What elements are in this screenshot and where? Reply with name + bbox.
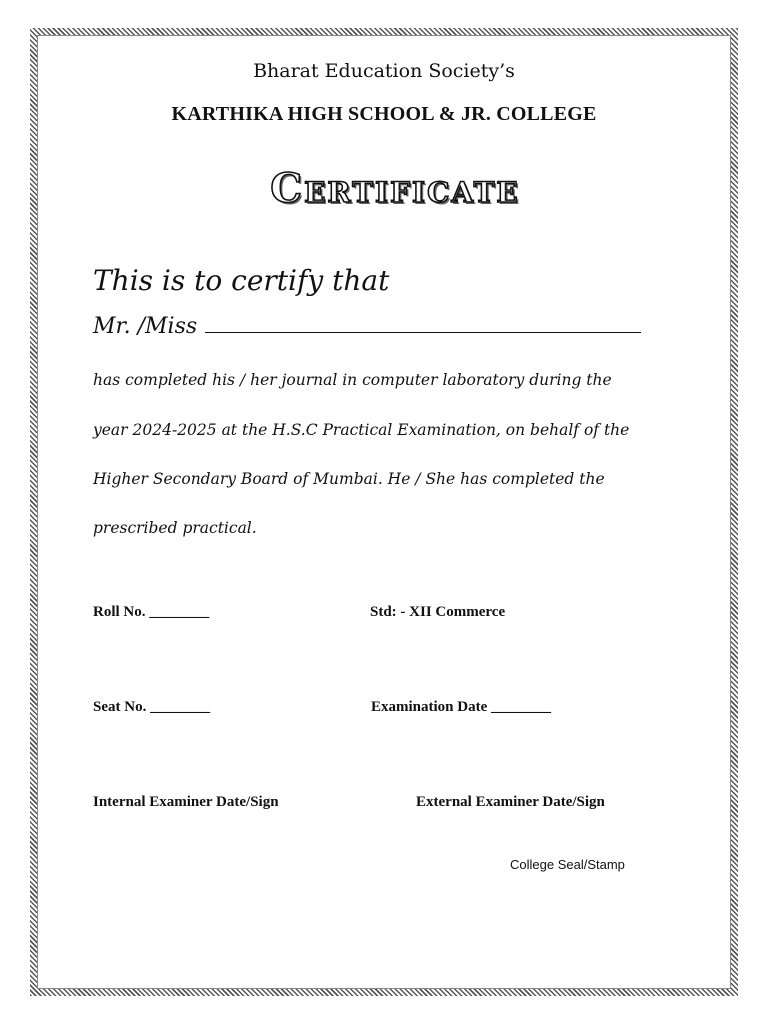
body-line-3: Higher Secondary Board of Mumbai. He / She has completed the [93, 470, 605, 488]
name-prefix: Mr. /Miss [93, 314, 198, 339]
name-row [93, 314, 641, 339]
college-seal-label: College Seal/Stamp [510, 857, 625, 872]
body-line-2: year 2024-2025 at the H.S.C Practical Examination, on behalf of the [93, 421, 630, 439]
society-name: Bharat Education Society’s [253, 60, 515, 82]
body-line-1: has completed his / her journal in computer laboratory during the [93, 371, 612, 389]
external-examiner-field: External Examiner Date/Sign [416, 794, 605, 810]
school-name: KARTHIKA HIGH SCHOOL & JR. COLLEGE [171, 103, 597, 125]
body-line-4: prescribed practical. [93, 519, 257, 537]
exam-date-field: Examination Date ________ [371, 699, 551, 715]
certify-line: This is to certify that [93, 264, 390, 297]
internal-examiner-field: Internal Examiner Date/Sign [93, 794, 279, 810]
name-blank-line [205, 331, 641, 333]
std-field: Std: - XII Commerce [370, 604, 506, 620]
roll-no-field: Roll No. ________ [93, 604, 210, 620]
seat-no-field: Seat No. ________ [93, 699, 211, 715]
certificate-title: Certificate [270, 165, 520, 212]
